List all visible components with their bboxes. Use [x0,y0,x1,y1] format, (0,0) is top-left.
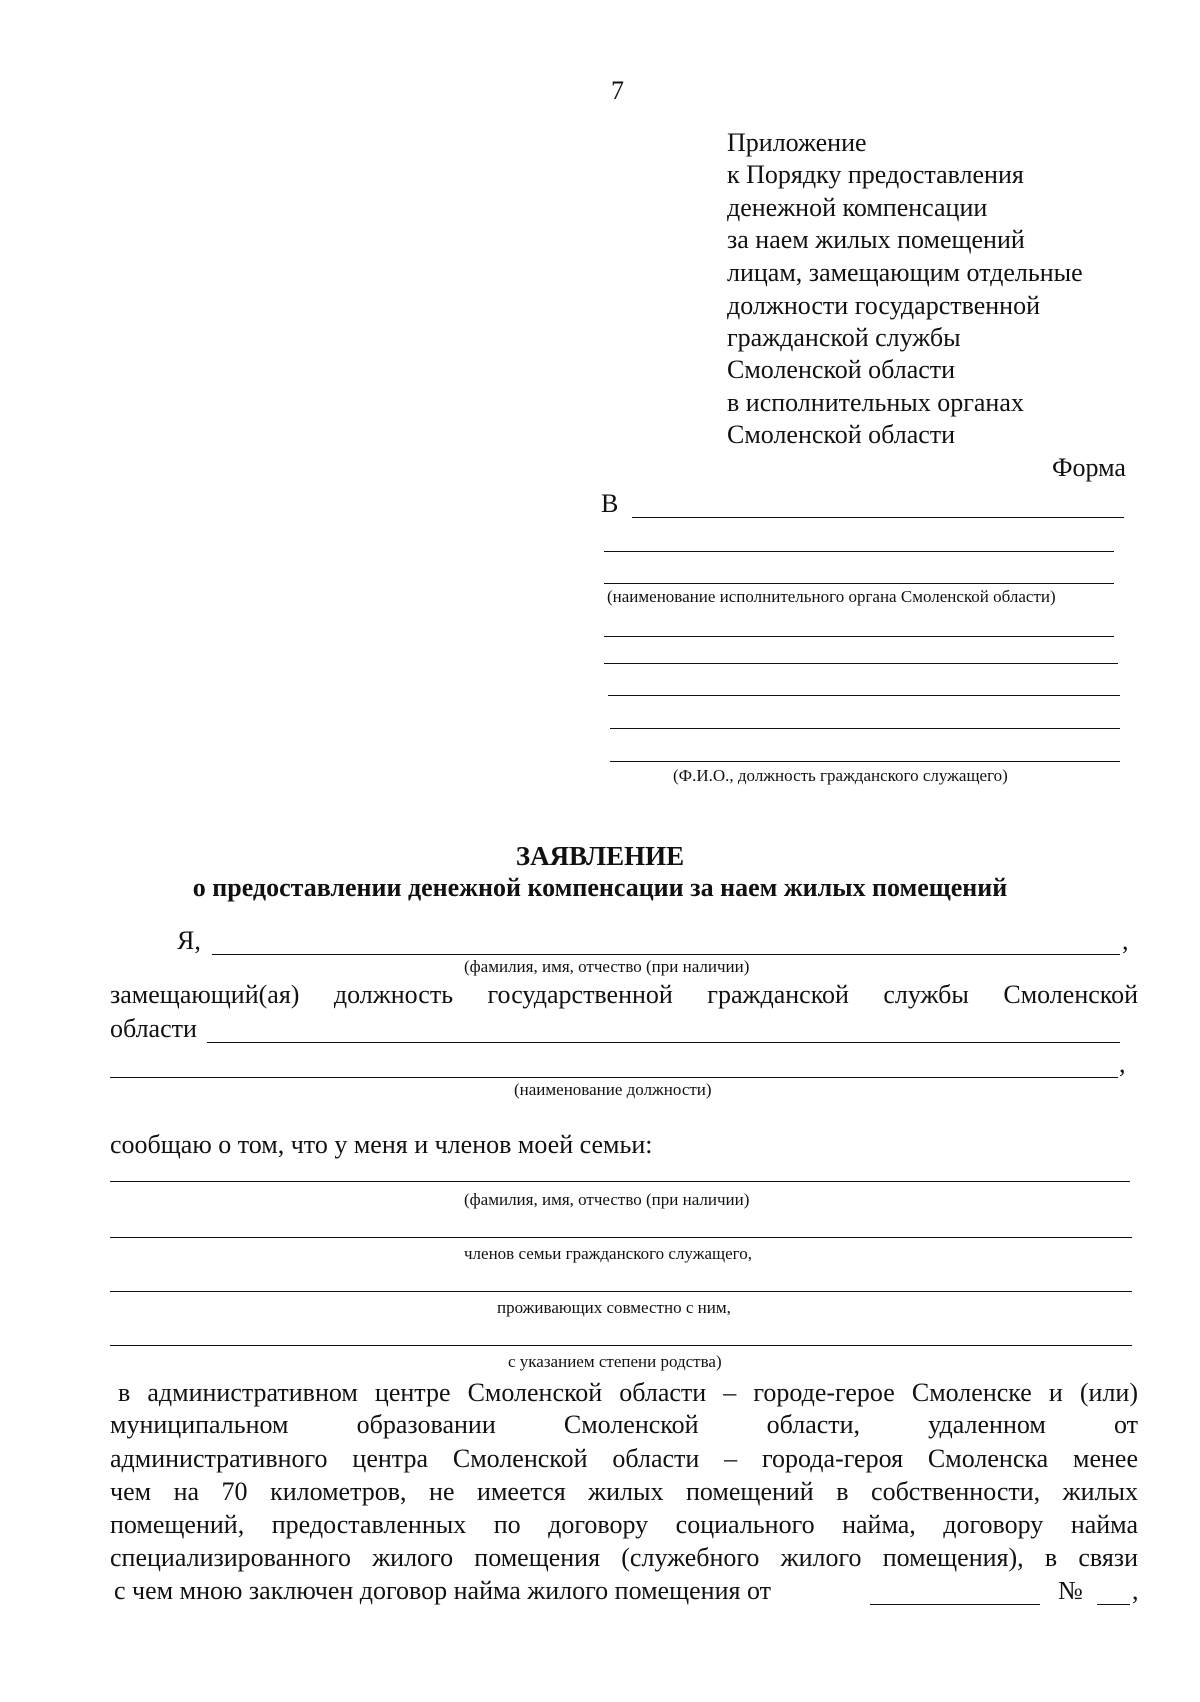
body-line: муниципальном образовании Смоленской области, удаленном от [110,1410,1138,1439]
appendix-line: лицам, замещающим отдельные [727,258,1083,287]
applicant-fio-line[interactable] [212,954,1120,955]
document-subtitle: о предоставлении денежной компенсации за наем жилых помещений [192,873,1008,902]
addressee-org-line[interactable] [604,551,1114,552]
family-caption: (фамилия, имя, отчество (при наличии) [464,1190,750,1209]
addressee-org-caption: (наименование исполнительного органа Смоленской области) [607,587,1056,606]
addressee-person-line[interactable] [608,695,1120,696]
addressee-person-line[interactable] [610,728,1120,729]
page-number: 7 [611,76,624,105]
addressee-person-line[interactable] [604,663,1118,664]
appendix-line: в исполнительных органах [727,388,1024,417]
body-line: специализированного жилого помещения (служебного жилого помещения), в связи [110,1543,1138,1572]
family-caption: с указанием степени родства) [508,1352,722,1371]
body-line: административного центра Смоленской области – города-героя Смоленска менее [110,1444,1138,1473]
family-intro: сообщаю о том, что у меня и членов моей семьи: [110,1130,653,1159]
family-line[interactable] [110,1237,1132,1238]
family-line[interactable] [110,1345,1132,1346]
applicant-region-prefix: области [110,1014,197,1043]
applicant-position-text: замещающий(ая) должность государственной гражданской службы Смоленской [110,980,1138,1009]
addressee-person-line[interactable] [604,636,1114,637]
addressee-org-line[interactable] [632,517,1124,518]
appendix-line: денежной компенсации [727,193,988,222]
appendix-line: Смоленской области [727,420,956,449]
contract-date-line[interactable] [870,1604,1040,1605]
document-title: ЗАЯВЛЕНИЕ [515,841,685,871]
applicant-position-caption: (наименование должности) [514,1080,712,1099]
family-caption: членов семьи гражданского служащего, [464,1244,752,1263]
appendix-line: Приложение [727,128,867,157]
appendix-line: Смоленской области [727,355,956,384]
addressee-person-caption: (Ф.И.О., должность гражданского служащего) [673,766,1008,785]
appendix-line: за наем жилых помещений [727,225,1025,254]
addressee-org-line[interactable] [604,583,1114,584]
body-line: помещений, предоставленных по договору социального найма, договору найма [110,1510,1138,1539]
applicant-position-line[interactable] [110,1077,1118,1078]
addressee-person-line[interactable] [610,761,1120,762]
applicant-fio-caption: (фамилия, имя, отчество (при наличии) [464,957,750,976]
body-line: в административном центре Смоленской области – городе-герое Смоленске и (или) [118,1378,1138,1407]
family-caption: проживающих совместно с ним, [497,1298,731,1317]
family-line[interactable] [110,1181,1130,1182]
body-last-line: с чем мною заключен договор найма жилого помещения от [114,1576,771,1605]
number-sign: № [1058,1576,1083,1605]
applicant-position-line[interactable] [207,1042,1120,1043]
applicant-comma: , [1119,1049,1126,1078]
body-line: чем на 70 километров, не имеется жилых помещений в собственности, жилых [110,1477,1138,1506]
contract-number-line[interactable] [1097,1604,1130,1605]
appendix-line: к Порядку предоставления [727,160,1024,189]
applicant-comma: , [1122,926,1129,955]
applicant-prefix: Я, [177,926,201,955]
appendix-line: гражданской службы [727,323,961,352]
addressee-prefix: В [601,489,619,518]
appendix-line: должности государственной [727,291,1041,320]
form-label: Форма [1052,453,1126,482]
body-last-comma: , [1132,1576,1139,1605]
family-line[interactable] [110,1291,1132,1292]
